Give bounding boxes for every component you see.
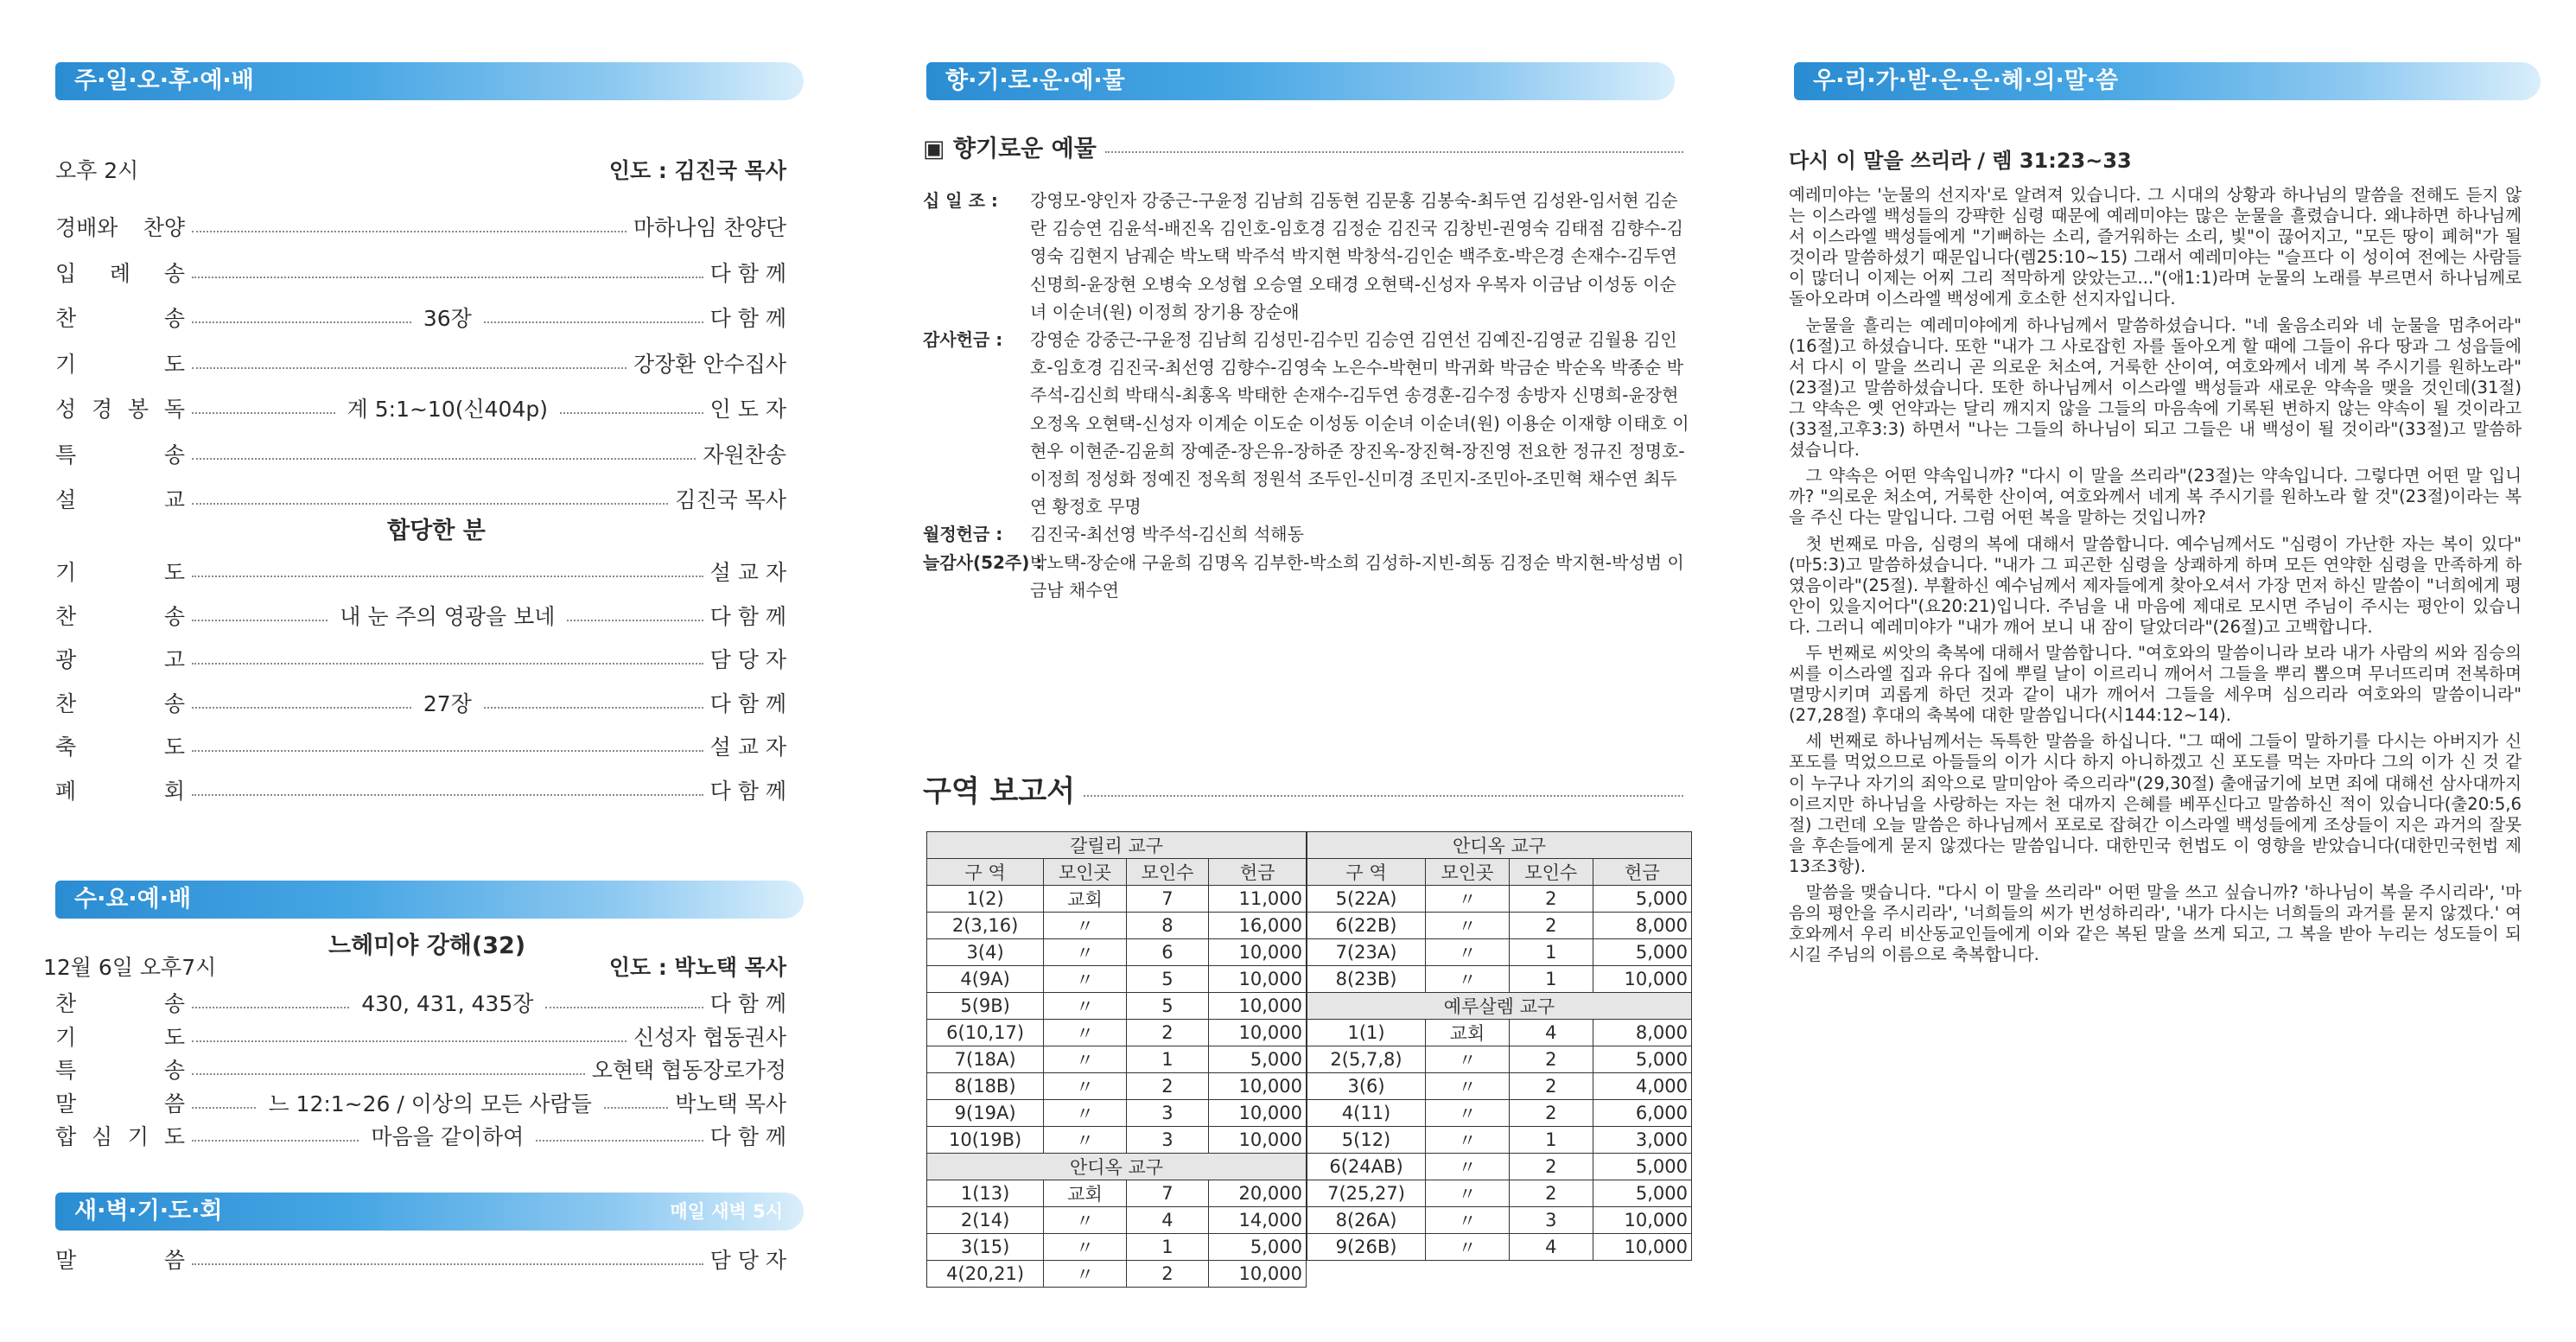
table-cell: 3,000 <box>1593 1127 1691 1154</box>
table-column-header: 모인수 <box>1509 859 1593 886</box>
table-cell: 10,000 <box>1593 1234 1691 1261</box>
sermon-paragraph: 그 약속은 어떤 약속입니까? "다시 이 말을 쓰리라"(23절)는 약속입니다. 그렇다면 어떤 말 입니까? "의로운 처소여, 거룩한 산이여, 여호와께서 네게 복 주시기를 원하노라 할 것"(23절)이라는 복을 주신 다는 말입니다. 그럼 어떤 복을 말하는 것입니까? <box>1789 466 2522 528</box>
table-row <box>927 1046 1307 1073</box>
order-item-person: 다 함 께 <box>709 603 786 629</box>
table-row <box>927 1207 1307 1234</box>
sermon-header-label: 우·리·가·받·은·은·혜·의·말·씀 <box>1813 67 2119 94</box>
order-item-label: 찬 송 <box>55 991 185 1016</box>
offering-label: 월정헌금 : <box>923 524 1003 545</box>
table-cell: 〃 <box>1426 1180 1510 1207</box>
offerings-subhead-label: ▣ 향기로운 예물 <box>923 136 1097 162</box>
table-cell: 3 <box>1126 1127 1209 1154</box>
dot-leader <box>192 1040 627 1042</box>
table-cell: 4 <box>1509 1020 1593 1046</box>
dot-leader <box>192 277 703 278</box>
offering-names: 김진국-최선영 박주석-김신희 석해동 <box>1030 524 1304 545</box>
table-row <box>927 1234 1307 1261</box>
table-cell: 5,000 <box>1593 939 1691 966</box>
order-item-person: 다 함 께 <box>709 260 786 286</box>
order-item <box>55 989 786 1019</box>
table-cell: 1 <box>1509 1127 1593 1154</box>
table-cell: 2(14) <box>927 1207 1044 1234</box>
table-row <box>1307 1046 1692 1073</box>
table-row <box>927 886 1307 913</box>
table-cell: 〃 <box>1426 1046 1510 1073</box>
offerings-subhead <box>923 130 1683 163</box>
offering-label: 감사헌금 : <box>923 329 1003 351</box>
table-cell: 8(26A) <box>1307 1207 1426 1234</box>
table-cell: 10,000 <box>1209 1020 1307 1046</box>
table-cell: 2 <box>1509 1046 1593 1073</box>
sermon-heading <box>1789 143 2132 174</box>
sermon-header <box>1794 62 2541 100</box>
table-row <box>927 939 1307 966</box>
table-cell: 5,000 <box>1209 1046 1307 1073</box>
report-title-row <box>923 767 1683 810</box>
order-item-label: 폐 회 <box>55 778 185 804</box>
dot-leader <box>192 321 411 323</box>
table-cell: 〃 <box>1426 1127 1510 1154</box>
table-cell: 〃 <box>1044 1073 1127 1100</box>
order-item-label: 기 도 <box>55 351 185 377</box>
table-row <box>1307 1154 1692 1180</box>
table-cell: 9(19A) <box>927 1100 1044 1127</box>
table-cell: 4 <box>1509 1234 1593 1261</box>
sermon-paragraph: 눈물을 흘리는 예레미야에게 하나님께서 말씀하셨습니다. "네 울음소리와 네 눈물을 멈추어라"(16절)고 하셨습니다. 또한 "내가 그 사로잡힌 자를 돌아오게 할 때에 그들이 유다 땅과 그 성읍들에서 다시 이 말을 쓰리니 곧 의로운 처소여, 거룩한 산이여, 여호와께서 네게 복 주시기를 원하노라"(23절)고 말씀하셨습니다. 또한 하나님께서 이스라엘 백성들과 새로운 약속을 맺을 것인데(31절) 그 약속은 옛 언약과는 달리 깨지지 않을 그들의 마음속에 기록된 변하지 않는 약속이 될 것이라고(33절,고후3:3) 하면서 "나는 그들의 하나님이 되고 그들은 내 백성이 될 것이라"(33절)고 말씀하셨습니다. <box>1789 315 2522 461</box>
table-cell: 4,000 <box>1593 1073 1691 1100</box>
table-row <box>927 1261 1307 1288</box>
order-item <box>55 259 786 289</box>
table-header-row <box>927 859 1307 886</box>
table-cell: 10,000 <box>1209 939 1307 966</box>
table-cell: 8 <box>1126 913 1209 939</box>
sermon-paragraph: 첫 번째로 마음, 심령의 복에 대해서 말씀합니다. 예수님께서도 "심령이 가난한 자는 복이 있다"(마5:3)고 말씀하셨습니다. "내가 그 피곤한 심령을 상쾌하게 하며 모든 연약한 심령을 만족하게 하였음이라"(25절). 부활하신 예수님께서 제자들에게 찾아오셔서 가장 먼저 하신 말씀이 "너희에게 평안이 있을지어다"(요20:21)입니다. 주님을 내 마음에 제대로 모시면 주님이 주시는 평안이 있습니다. 그러니 예레미야가 "내가 깨어 보니 내 잠이 달았더라"(26절)고 고백합니다. <box>1789 533 2522 637</box>
dawn-prayer-header <box>55 1193 804 1231</box>
table-cell: 6(22B) <box>1307 913 1426 939</box>
table-cell: 1 <box>1509 966 1593 993</box>
table-cell: 2(5,7,8) <box>1307 1046 1426 1073</box>
table-row <box>1307 939 1692 966</box>
order-item-detail: 내 눈 주의 영광을 보네 <box>340 603 556 629</box>
order-item-person: 박노택 목사 <box>675 1091 786 1116</box>
table-cell: 2 <box>1509 1154 1593 1180</box>
order-item-person: 자원찬송 <box>703 442 786 467</box>
table-cell: 10,000 <box>1593 966 1691 993</box>
table-cell: 〃 <box>1044 1234 1127 1261</box>
table-cell: 5,000 <box>1593 1154 1691 1180</box>
sermon-subtitle: 합당한 분 <box>387 518 486 544</box>
order-item <box>55 1090 786 1119</box>
table-cell: 8(18B) <box>927 1073 1044 1100</box>
table-cell: 1 <box>1126 1234 1209 1261</box>
order-item-person: 설 교 자 <box>709 560 786 585</box>
order-item <box>55 1023 786 1053</box>
wednesday-title: 느헤미야 강해(32) <box>328 932 526 959</box>
dot-leader <box>192 503 668 505</box>
table-cell: 3 <box>1126 1100 1209 1127</box>
table-cell: 4(9A) <box>927 966 1044 993</box>
table-cell: 〃 <box>1044 966 1127 993</box>
table-cell: 3(4) <box>927 939 1044 966</box>
table-group-row <box>927 1154 1307 1180</box>
order-item-label: 찬 송 <box>55 306 185 331</box>
order-item-detail: 36장 <box>423 306 472 331</box>
offering-names: 박노택-장순애 구윤희 김명옥 김부한-박소희 김성하-지빈-희동 김정순 박지현-박성범 이금남 채수연 <box>1030 551 1684 601</box>
offering-label: 십 일 조 : <box>923 190 998 211</box>
offerings-header-label: 향·기·로·운·예·물 <box>945 67 1125 94</box>
dot-leader <box>192 663 703 665</box>
dot-leader <box>192 794 703 796</box>
dot-leader <box>192 1263 703 1265</box>
dot-leader <box>192 412 335 414</box>
dot-leader <box>567 620 703 621</box>
table-group-title: 예루살렘 교구 <box>1307 993 1692 1020</box>
order-item-person: 인 도 자 <box>709 397 787 422</box>
table-cell: 〃 <box>1426 966 1510 993</box>
table-cell: 7 <box>1126 886 1209 913</box>
table-group-title: 안디옥 교구 <box>927 1154 1307 1180</box>
table-cell: 3(6) <box>1307 1073 1426 1100</box>
order-item-person: 다 함 께 <box>709 690 787 716</box>
table-cell: 2 <box>1126 1073 1209 1100</box>
table-row <box>927 993 1307 1020</box>
order-item <box>55 486 786 515</box>
table-cell: 10,000 <box>1209 1127 1307 1154</box>
order-item-detail: 27장 <box>423 690 472 716</box>
table-column-header: 모인곳 <box>1044 859 1127 886</box>
dot-leader <box>192 1073 585 1075</box>
order-item <box>55 777 786 806</box>
table-cell: 〃 <box>1426 1100 1510 1127</box>
order-item-detail: 느 12:1~26 / 이상의 모든 사람들 <box>268 1091 592 1116</box>
offering-thanks <box>923 326 1692 520</box>
offering-always-thanks <box>923 549 1692 604</box>
order-item-label: 말 씀 <box>55 1248 185 1273</box>
table-column-header: 구 역 <box>1307 859 1426 886</box>
order-item-person: 다 함 께 <box>709 778 786 804</box>
table-header-row <box>1307 859 1692 886</box>
table-cell: 〃 <box>1044 1046 1127 1073</box>
table-cell: 교회 <box>1044 886 1127 913</box>
order-item-person: 다 함 께 <box>709 1124 787 1149</box>
table-cell: 5 <box>1126 966 1209 993</box>
table-cell: 2 <box>1126 1261 1209 1288</box>
dot-leader <box>604 1107 668 1109</box>
table-cell: 14,000 <box>1209 1207 1307 1234</box>
dot-leader <box>192 1140 359 1142</box>
subhead-dotted-rule <box>1105 151 1683 153</box>
table-column-header: 헌금 <box>1593 859 1691 886</box>
table-cell: 2(3,16) <box>927 913 1044 939</box>
table-column-header: 모인곳 <box>1426 859 1510 886</box>
order-item-label: 합 심 기 도 <box>55 1124 185 1149</box>
order-item-person: 강장환 안수집사 <box>633 351 786 377</box>
order-item <box>55 213 786 243</box>
order-item <box>55 1056 786 1085</box>
table-cell: 〃 <box>1044 1207 1127 1234</box>
order-item-label: 설 교 <box>55 487 185 512</box>
table-row <box>1307 966 1692 993</box>
order-item-label: 광 고 <box>55 647 185 672</box>
table-cell: 6(24AB) <box>1307 1154 1426 1180</box>
table-row <box>1307 1207 1692 1234</box>
table-cell: 1 <box>1509 939 1593 966</box>
order-item <box>55 441 786 470</box>
order-item-label: 찬 송 <box>55 603 185 629</box>
order-item <box>55 304 786 334</box>
table-row <box>1307 1180 1692 1207</box>
report-dotted-rule <box>1084 795 1683 797</box>
order-item-detail: 430, 431, 435장 <box>361 991 534 1016</box>
table-row <box>1307 1073 1692 1100</box>
table-row <box>927 1180 1307 1207</box>
offering-monthly <box>923 520 1692 548</box>
order-item <box>55 1246 786 1275</box>
order-item-label: 기 도 <box>55 560 185 585</box>
wednesday-date: 12월 6일 오후7시 <box>43 955 217 980</box>
order-item <box>55 395 786 424</box>
dot-leader <box>192 367 627 369</box>
table-cell: 6 <box>1126 939 1209 966</box>
dot-leader <box>484 321 703 323</box>
table-cell: 5(22A) <box>1307 886 1426 913</box>
table-cell: 4(20,21) <box>927 1261 1044 1288</box>
wednesday-service-header <box>55 881 804 919</box>
order-item-label: 축 도 <box>55 735 185 760</box>
table-cell: 11,000 <box>1209 886 1307 913</box>
wednesday-leader: 인도 : 박노택 목사 <box>608 955 786 980</box>
order-item-label: 경배와 찬양 <box>55 215 185 240</box>
table-row <box>927 913 1307 939</box>
offering-label: 늘감사(52주) : <box>923 551 1043 573</box>
district-report-table-right <box>1307 831 1692 1261</box>
table-cell: 3(15) <box>927 1234 1044 1261</box>
order-item <box>55 646 786 675</box>
table-cell: 〃 <box>1426 1234 1510 1261</box>
table-cell: 10,000 <box>1209 1100 1307 1127</box>
table-row <box>1307 1020 1692 1046</box>
dot-leader <box>192 576 703 577</box>
offerings-header <box>926 62 1675 100</box>
dot-leader <box>192 750 703 752</box>
table-cell: 6(10,17) <box>927 1020 1044 1046</box>
service-time: 오후 2시 <box>55 158 139 183</box>
dot-leader <box>192 231 627 232</box>
sermon-paragraph: 말씀을 맺습니다. "다시 이 말을 쓰리라" 어떤 말을 쓰고 싶습니까? '하나님이 복을 주시리라', '마음의 평안을 주시리라', '너희들의 씨가 번성하리라', '내가 다시는 너희들의 과거를 묻지 않겠다.' 여호와께서 우리 비산동교인들에게 이와 같은 복된 말을 쓰게 되고, 그 복을 받아 누리는 성도들이 되시길 주님의 이름으로 축복합니다. <box>1789 882 2522 965</box>
table-row <box>927 1100 1307 1127</box>
dot-leader <box>192 707 411 709</box>
order-item-person: 설 교 자 <box>709 735 786 760</box>
table-cell: 2 <box>1509 913 1593 939</box>
order-item <box>55 733 786 762</box>
table-cell: 2 <box>1509 1073 1593 1100</box>
order-item-person: 다 함 께 <box>709 991 787 1016</box>
table-cell: 〃 <box>1044 993 1127 1020</box>
dot-leader <box>192 620 328 621</box>
dot-leader <box>192 458 696 460</box>
table-row <box>1307 1234 1692 1261</box>
table-cell: 8,000 <box>1593 913 1691 939</box>
table-cell: 9(26B) <box>1307 1234 1426 1261</box>
sermon-paragraph: 예레미야는 '눈물의 선지자'로 알려져 있습니다. 그 시대의 상황과 하나님의 말씀을 전해도 듣지 않는 이스라엘 백성들의 강퍅한 심령 때문에 예레미야는 많은 눈물을 흘렸습니다. 왜냐하면 하나님께서 이스라엘 백성들에게 "기뻐하는 소리, 즐거워하는 소리, 빛"이 끊어지고, "모든 땅이 폐허"가 될 것이라 말씀하셨기 때문입니다(렘25:10~15) 그래서 예레미야는 "슬프다 이 성이여 전에는 사람들이 많더니 이제는 어찌 그리 적막하게 앉았는고..."(애1:1)라며 눈물의 노래를 부르면서 하나님께로 돌아오라며 이스라엘 백성에게 호소한 선지자입니다. <box>1789 185 2522 309</box>
table-cell: 16,000 <box>1209 913 1307 939</box>
dot-leader <box>192 1007 349 1008</box>
dawn-prayer-header-label: 새·벽·기·도·회 <box>74 1198 223 1224</box>
table-cell: 7(23A) <box>1307 939 1426 966</box>
table-cell: 〃 <box>1426 913 1510 939</box>
order-item <box>55 350 786 379</box>
table-column-header: 헌금 <box>1209 859 1307 886</box>
offerings-list <box>923 187 1692 604</box>
dot-leader <box>545 1007 703 1008</box>
table-cell: 〃 <box>1426 1207 1510 1234</box>
service-leader: 인도 : 김진국 목사 <box>608 158 786 183</box>
table-cell: 〃 <box>1426 886 1510 913</box>
sermon-paragraph: 세 번째로 하나님께서는 독특한 말씀을 하십니다. "그 때에 그들이 말하기를 다시는 아버지가 신 포도를 먹었으므로 아들들의 이가 시다 하지 아니하겠고 신 포도를 먹는 자마다 그의 이가 신 것 같이 누구나 자기의 죄악으로 말미암아 죽으리라"(29,30절) 출애굽기에 보면 죄에 대해선 삼사대까지 이르지만 하나님을 사랑하는 자는 천 대까지 은혜를 베푸신다고 말씀하신 적이 있습니다(출20:5,6절) 그런데 오늘 말씀은 하나님께서 포로로 잡혀간 이스라엘 백성들에게 조상들이 지은 과거의 잘못을 후손들에게 묻지 않겠다는 말씀입니다. 대한민국 헌법도 이 영향을 받았습니다(대한민국헌법 제13조3항). <box>1789 731 2522 876</box>
sermon-paragraph: 두 번째로 씨앗의 축복에 대해서 말씀합니다. "여호와의 말씀이니라 보라 내가 사람의 씨와 짐승의 씨를 이스라엘 집과 유다 집에 뿌릴 날이 이르리니 깨어서 그들을 뿌리 뽑으며 무너뜨리며 전복하며 멸망시키며 괴롭게 하던 것과 같이 내가 깨어서 그들을 세우며 심으리라 여호와의 말씀이니라"(27,28절) 후대의 축복에 대한 말씀입니다(시144:12~14). <box>1789 642 2522 726</box>
table-cell: 5,000 <box>1593 1180 1691 1207</box>
table-cell: 6,000 <box>1593 1100 1691 1127</box>
dot-leader <box>484 707 703 709</box>
dawn-prayer-time: 매일 새벽 5시 <box>670 1201 783 1222</box>
table-cell: 〃 <box>1044 939 1127 966</box>
table-cell: 〃 <box>1044 1100 1127 1127</box>
table-cell: 5(9B) <box>927 993 1044 1020</box>
table-cell: 8,000 <box>1593 1020 1691 1046</box>
table-cell: 〃 <box>1426 939 1510 966</box>
order-item-label: 말 씀 <box>55 1091 185 1116</box>
order-item-person: 마하나임 찬양단 <box>633 215 786 240</box>
table-row <box>927 1073 1307 1100</box>
table-group-row <box>1307 993 1692 1020</box>
district-report-table-left <box>926 831 1307 1288</box>
order-item-label: 특 송 <box>55 1058 185 1083</box>
table-column-header: 구 역 <box>927 859 1044 886</box>
table-cell: 〃 <box>1044 913 1127 939</box>
table-row <box>927 1127 1307 1154</box>
table-row <box>927 1020 1307 1046</box>
order-item-person: 신성자 협동권사 <box>633 1024 786 1050</box>
table-cell: 〃 <box>1044 1127 1127 1154</box>
order-item <box>55 602 786 632</box>
order-item <box>55 1123 786 1152</box>
table-group-row <box>1307 832 1692 859</box>
order-item-label: 찬 송 <box>55 690 185 716</box>
table-cell: 10,000 <box>1209 1261 1307 1288</box>
order-item-label: 성 경 봉 독 <box>55 397 185 422</box>
wednesday-service-header-label: 수·요·예·배 <box>74 886 192 913</box>
table-row <box>1307 886 1692 913</box>
table-cell: 5,000 <box>1593 1046 1691 1073</box>
table-cell: 3 <box>1509 1207 1593 1234</box>
order-item-person: 오현택 협동장로가정 <box>591 1058 786 1083</box>
table-cell: 〃 <box>1426 1073 1510 1100</box>
order-item-person: 다 함 께 <box>709 306 787 331</box>
table-cell: 2 <box>1509 1180 1593 1207</box>
sermon-body <box>1789 185 2522 970</box>
table-row <box>1307 1127 1692 1154</box>
order-item-person: 김진국 목사 <box>675 487 786 512</box>
dot-leader <box>192 1107 256 1109</box>
table-cell: 20,000 <box>1209 1180 1307 1207</box>
table-row <box>1307 913 1692 939</box>
offering-names: 강영모-양인자 강중근-구윤정 김남희 김동현 김문홍 김봉숙-최두연 김성완-임서현 김순란 김승연 김윤석-배진옥 김인호-임호경 김정순 김진국 김창빈-권영숙 김태점 김향수-김영숙 김현지 남궤순 박노택 박주석 박지현 박창석-김인순 백주호-박은경 손재수-김두연 신명희-윤장현 오병숙 오성협 오승열 오태경 오현택-신성자 우복자 이금남 이성동 이순녀 이순녀(원) 이정희 장기용 장순애 <box>1030 190 1683 322</box>
table-cell: 1 <box>1126 1046 1209 1073</box>
table-group-title: 안디옥 교구 <box>1307 832 1692 859</box>
table-cell: 10,000 <box>1209 966 1307 993</box>
table-cell: 7(25,27) <box>1307 1180 1426 1207</box>
order-item-detail: 계 5:1~10(신404p) <box>347 397 548 422</box>
order-item <box>55 690 786 719</box>
report-title: 구역 보고서 <box>923 774 1076 809</box>
table-cell: 10,000 <box>1209 993 1307 1020</box>
table-cell: 1(13) <box>927 1180 1044 1207</box>
table-cell: 2 <box>1509 1100 1593 1127</box>
table-cell: 5 <box>1126 993 1209 1020</box>
table-row <box>1307 1100 1692 1127</box>
table-cell: 1(1) <box>1307 1020 1426 1046</box>
table-cell: 10,000 <box>1593 1207 1691 1234</box>
table-cell: 10(19B) <box>927 1127 1044 1154</box>
offering-names: 강영순 강중근-구윤정 김남희 김성민-김수민 김승연 김연선 김예진-김영균 김월용 김인호-임호경 김진국-최선영 김향수-김영숙 노은수-박현미 박귀화 박금순 박순옥 박종순 박주석-김신희 박태식-최홍옥 박태한 손재수-김두연 송경훈-김수정 송방자 신명희-윤장현 오정옥 오현택-신성자 이계순 이도순 이성동 이순녀 이순녀(원) 이용순 이재향 이태호 이현우 이현준-김윤희 장예준-장은유-장하준 장진옥-장진혁-장진영 전요한 정규진 정명호-이정희 정성화 정예진 정옥희 정원석 조두인-신미경 조민지-조민아-조민혁 채수연 최두연 황정호 무명 <box>1030 329 1689 518</box>
sermon-reference: / 렘 31:23~33 <box>1977 149 2132 173</box>
table-cell: 2 <box>1509 886 1593 913</box>
order-item-label: 기 도 <box>55 1024 185 1050</box>
table-column-header: 모인수 <box>1126 859 1209 886</box>
order-item-label: 입 례 송 <box>55 260 185 286</box>
order-item-person: 담 당 자 <box>709 647 786 672</box>
table-cell: 〃 <box>1044 1020 1127 1046</box>
table-cell: 4 <box>1126 1207 1209 1234</box>
table-cell: 7(18A) <box>927 1046 1044 1073</box>
table-group-row <box>927 832 1307 859</box>
table-cell: 10,000 <box>1209 1073 1307 1100</box>
table-row <box>927 966 1307 993</box>
order-item <box>55 558 786 588</box>
table-cell: 8(23B) <box>1307 966 1426 993</box>
sermon-title: 다시 이 말을 쓰리라 <box>1789 149 1971 173</box>
order-item-person: 담 당 자 <box>709 1248 786 1273</box>
table-group-title: 갈릴리 교구 <box>927 832 1307 859</box>
table-cell: 5,000 <box>1593 886 1691 913</box>
sunday-service-header-label: 주·일·오·후·예·배 <box>74 67 254 94</box>
order-item-detail: 마음을 같이하여 <box>371 1124 525 1149</box>
table-cell: 교회 <box>1044 1180 1127 1207</box>
dot-leader <box>536 1140 703 1142</box>
table-cell: 5(12) <box>1307 1127 1426 1154</box>
table-cell: 1(2) <box>927 886 1044 913</box>
table-cell: 〃 <box>1044 1261 1127 1288</box>
table-cell: 2 <box>1126 1020 1209 1046</box>
table-cell: 〃 <box>1426 1154 1510 1180</box>
offering-tithe <box>923 187 1692 326</box>
table-cell: 5,000 <box>1209 1234 1307 1261</box>
order-item-label: 특 송 <box>55 442 185 467</box>
dot-leader <box>560 412 703 414</box>
table-cell: 7 <box>1126 1180 1209 1207</box>
table-cell: 4(11) <box>1307 1100 1426 1127</box>
table-cell: 교회 <box>1426 1020 1510 1046</box>
sunday-service-header <box>55 62 804 100</box>
